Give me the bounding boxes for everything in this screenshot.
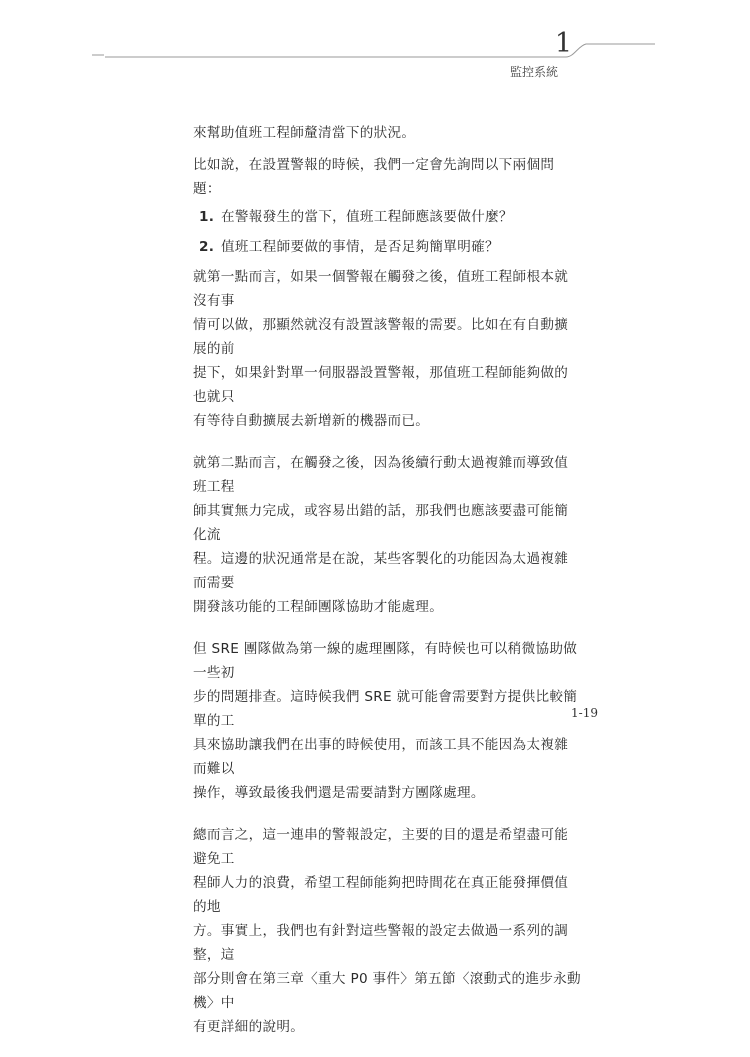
list-item [193,205,581,229]
line: 就第二點而言，在觸發之後，因為後續行動太過複雜而導致值班工程 [193,455,569,495]
list-number: 2. [199,239,215,255]
line: 開發該功能的工程師團隊協助才能處理。 [193,599,444,615]
page-number: 1-19 [571,706,598,720]
line: 部分則會在第三章〈重大 P0 事件〉第五節〈滾動式的進步永動機〉中 [193,971,581,1011]
header-rule [0,0,750,80]
body-text [193,121,581,1057]
question-lead: 比如說，在設置警報的時候，我們一定會先詢問以下兩個問題： [193,157,555,197]
line: 師其實無力完成，或容易出錯的話，那我們也應該要盡可能簡化流 [193,503,569,543]
chapter-title: 監控系統 [510,65,559,79]
chapter-number: 1 [554,28,572,59]
line: 程。這邊的狀況通常是在說，某些客製化的功能因為太過複雜而需要 [193,551,569,591]
paragraph-1 [193,265,581,433]
intro-line: 來幫助值班工程師釐清當下的狀況。 [193,125,416,141]
line: 方。事實上，我們也有針對這些警報的設定去做過一系列的調整，這 [193,923,569,963]
list-text: 值班工程師要做的事情，是否足夠簡單明確？ [221,239,499,255]
paragraph-3 [193,637,581,805]
question-list [193,205,581,259]
list-item [193,235,581,259]
line: 有更詳細的說明。 [193,1019,305,1035]
paragraph-4 [193,823,581,1039]
line: 但 SRE 團隊做為第一線的處理團隊，有時候也可以稍微協助做一些初 [193,641,578,681]
line: 具來協助讓我們在出事的時候使用，而該工具不能因為太複雜而難以 [193,737,569,777]
line: 提下，如果針對單一伺服器設置警報，那值班工程師能夠做的也就只 [193,365,569,405]
line: 就第一點而言，如果一個警報在觸發之後，值班工程師根本就沒有事 [193,269,569,309]
line: 有等待自動擴展去新增新的機器而已。 [193,413,430,429]
paragraph-2 [193,451,581,619]
line: 總而言之，這一連串的警報設定，主要的目的還是希望盡可能避免工 [193,827,569,867]
line: 程師人力的浪費，希望工程師能夠把時間花在真正能發揮價值的地 [193,875,569,915]
list-number: 1. [199,209,215,225]
list-text: 在警報發生的當下，值班工程師應該要做什麼？ [221,209,513,225]
line: 步的問題排查。這時候我們 SRE 就可能會需要對方提供比較簡單的工 [193,689,578,729]
line: 操作，導致最後我們還是需要請對方團隊處理。 [193,785,485,801]
line: 情可以做，那顯然就沒有設置該警報的需要。比如在有自動擴展的前 [193,317,569,357]
